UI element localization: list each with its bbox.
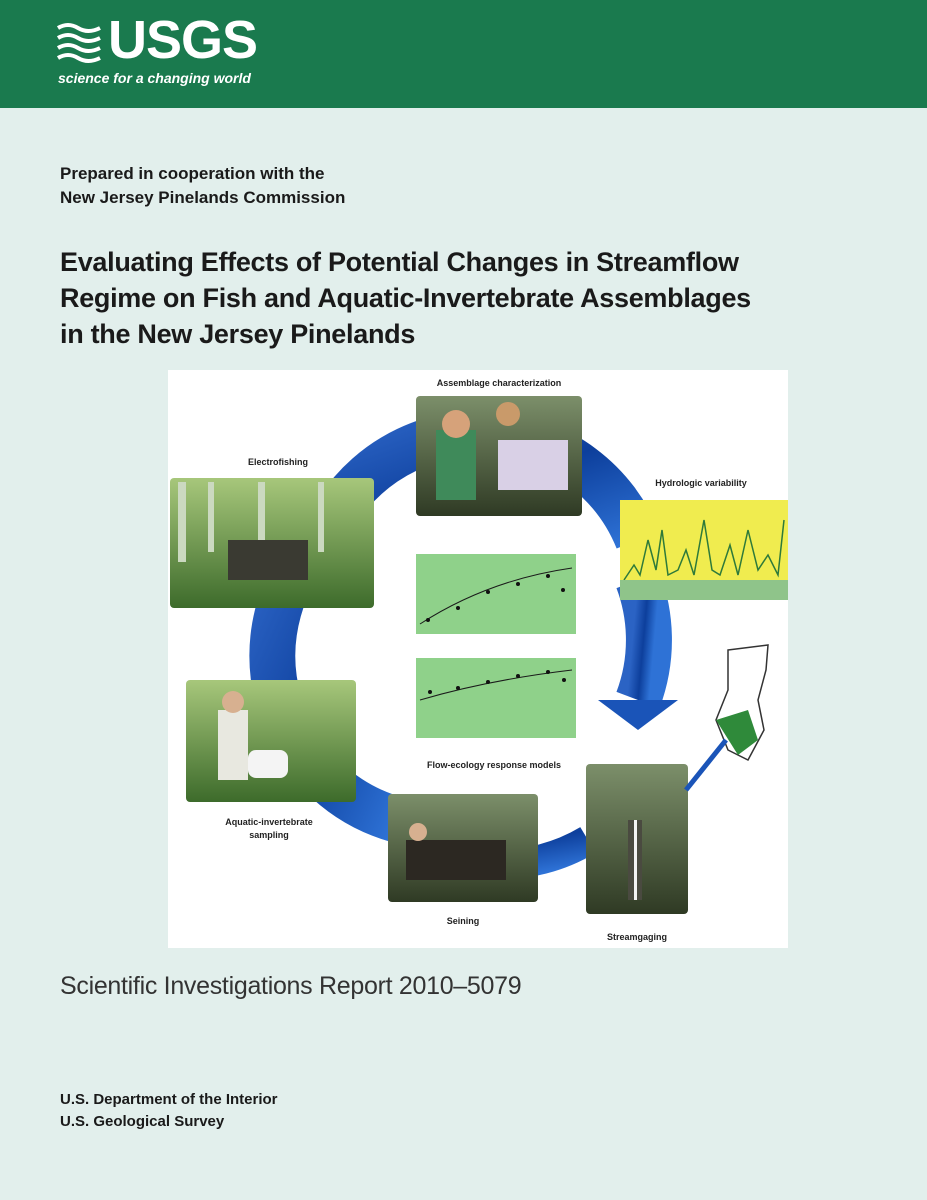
cooperation-line-1: Prepared in cooperation with the [60,164,325,183]
photo-electrofishing [170,478,374,608]
label-electrofishing: Electrofishing [247,457,308,467]
report-series-number: Scientific Investigations Report 2010–5079 [60,972,522,1000]
photo-streamgaging [586,764,688,914]
photo-aquatic-sampling [186,680,356,802]
label-flow-ecology: Flow-ecology response models [426,760,562,770]
title-line-1: Evaluating Effects of Potential Changes in Streamflow [60,247,739,277]
label-seining: Seining [446,916,480,926]
usgs-wordmark: USGS [108,10,258,70]
flow-ecology-plot-top [416,554,576,634]
cooperation-line-2: New Jersey Pinelands Commission [60,188,346,207]
label-aquatic: Aquatic-invertebrate sampling [225,817,313,840]
department-line-2: U.S. Geological Survey [60,1113,225,1130]
usgs-wave-icon [56,18,102,64]
title-line-3: in the New Jersey Pinelands [60,319,416,349]
label-assemblage: Assemblage characterization [436,378,562,388]
cover-figure [168,370,788,948]
photo-assemblage [416,396,582,516]
department-block [60,1089,278,1133]
title-line-2: Regime on Fish and Aquatic-Invertebrate Assemblages [60,283,751,313]
hydrograph-chart [620,500,788,600]
usgs-header-bar [0,0,927,108]
label-hydrologic: Hydrologic variability [655,478,747,488]
report-title [60,244,880,352]
map-link-arrow [686,740,726,790]
usgs-tagline: science for a changing world [58,70,251,86]
usgs-logo [56,10,276,94]
cooperation-statement [60,162,345,210]
photo-seining [388,794,538,902]
label-streamgaging: Streamgaging [606,932,667,942]
flow-ecology-plot-bottom [416,658,576,738]
department-line-1: U.S. Department of the Interior [60,1091,278,1108]
arrow-head-right [598,700,678,730]
